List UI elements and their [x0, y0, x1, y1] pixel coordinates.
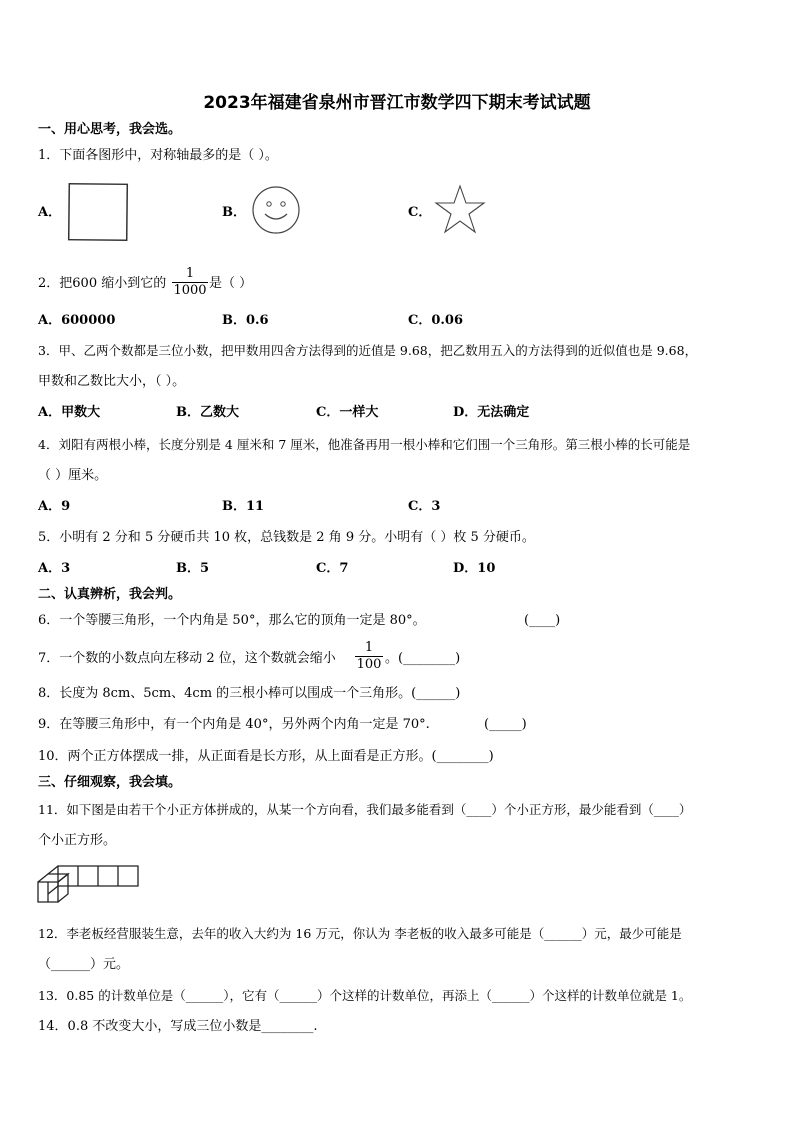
q5-option-c: C．7	[316, 561, 349, 576]
question-3-line-1: 3．甲、乙两个数都是三位小数，把甲数用四舍方法得到的近值是 9.68，把乙数用五入的方法得到的近似值也是 9.68，	[38, 343, 698, 358]
question-11-line-1: 11．如下图是由若干个小正方体拼成的，从某一个方向看，我们最多能看到（____）个小正方形，最少能看到（____）	[38, 802, 692, 817]
q5-option-a: A．3	[38, 561, 71, 576]
question-5-stem: 5．小明有 2 分和 5 分硬币共 10 枚，总钱数是 2 角 9 分。小明有（ ）枚 5 分硬币。	[38, 530, 535, 545]
q1-option-a-label: A．	[38, 205, 62, 220]
question-9-blank: (_____)	[484, 717, 527, 732]
question-10-stem: 10．两个正方体摆成一排，从正面看是长方形，从上面看是正方形。(________)	[38, 749, 494, 764]
smiley-face-icon	[250, 184, 302, 236]
question-1-stem: 1．下面各图形中，对称轴最多的是（ ）。	[38, 148, 278, 163]
section-heading-2: 二、认真辨析，我会判。	[38, 587, 182, 602]
question-8-stem: 8．长度为 8cm、5cm、4cm 的三根小棒可以围成一个三角形。(______)	[38, 686, 461, 701]
q7-fraction-denominator: 100	[356, 657, 382, 672]
cubes-row-icon	[36, 862, 142, 904]
question-14-stem: 14．0.8 不改变大小，写成三位小数是________.	[38, 1019, 318, 1034]
q7-fraction-numerator: 1	[355, 640, 383, 657]
q2-fraction-denominator: 1000	[173, 283, 207, 298]
question-2-stem-end: 是（ ）	[209, 276, 253, 291]
q2-option-b: B．0.6	[222, 313, 269, 328]
q4-option-a: A．9	[38, 499, 71, 514]
question-6-blank: (____)	[524, 613, 561, 628]
question-13-stem: 13．0.85 的计数单位是（______），它有（______）个这样的计数单位，再添上（______）个这样的计数单位就是 1。	[38, 988, 692, 1003]
q2-option-c: C．0.06	[408, 313, 464, 328]
question-12-line-2: （______）元。	[38, 957, 130, 972]
q3-option-d: D．无法确定	[453, 405, 530, 420]
question-4-line-2: （ ）厘米。	[38, 468, 108, 483]
square-icon	[66, 181, 130, 243]
q2-fraction-numerator: 1	[172, 266, 208, 283]
star-icon	[434, 184, 486, 236]
q3-option-b: B．乙数大	[176, 405, 239, 420]
q4-option-c: C．3	[408, 499, 441, 514]
q3-option-a: A．甲数大	[38, 405, 101, 420]
section-heading-3: 三、仔细观察，我会填。	[38, 775, 182, 790]
page-title: 2023年福建省泉州市晋江市数学四下期末考试试题	[203, 93, 591, 113]
question-7-stem: 7．一个数的小数点向左移动 2 位，这个数就会缩小	[38, 651, 336, 666]
section-heading-1: 一、用心思考，我会选。	[38, 122, 182, 137]
question-4-line-1: 4．刘阳有两根小棒，长度分别是 4 厘米和 7 厘米，他准备再用一根小棒和它们围一个三角形。第三根小棒的长可能是	[38, 437, 691, 452]
question-3-line-2: 甲数和乙数比大小，（ ）。	[38, 374, 186, 389]
q5-option-b: B．5	[176, 561, 210, 576]
q2-fraction	[172, 266, 208, 299]
question-9-stem: 9．在等腰三角形中，有一个内角是 40°，另外两个内角一定是 70°.	[38, 717, 430, 732]
q5-option-d: D．10	[453, 561, 496, 576]
question-7-stem-end: 。(________)	[385, 651, 461, 666]
q4-option-b: B．11	[222, 499, 265, 514]
question-12-line-1: 12．李老板经营服装生意，去年的收入大约为 16 万元，你认为 李老板的收入最多可能是（______）元，最少可能是	[38, 926, 682, 941]
question-2-stem: 2．把600 缩小到它的	[38, 276, 167, 291]
q2-option-a: A．600000	[38, 313, 116, 328]
question-11-line-2: 个小正方形。	[38, 833, 117, 848]
q1-option-c-label: C．	[408, 205, 432, 220]
q7-fraction	[355, 640, 383, 673]
question-6-stem: 6．一个等腰三角形，一个内角是 50°，那么它的顶角一定是 80°。	[38, 613, 426, 628]
q1-option-b-label: B．	[222, 205, 246, 220]
q3-option-c: C．一样大	[316, 405, 379, 420]
